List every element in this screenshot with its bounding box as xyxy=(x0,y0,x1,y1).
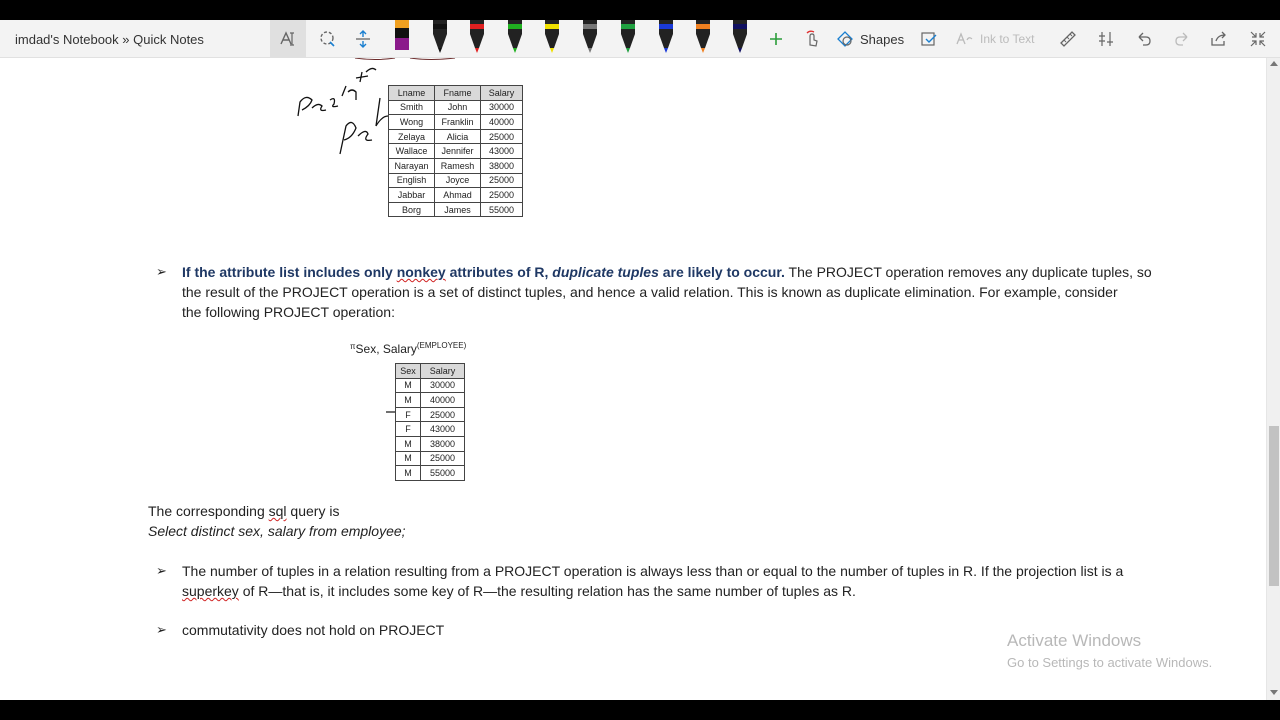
employee-header-cell: Fname xyxy=(435,86,481,101)
sex-salary-cell: M xyxy=(396,436,421,451)
handwritten-ink-annotations xyxy=(0,58,1266,700)
pen-tool-icon[interactable] xyxy=(541,20,563,58)
sex-salary-cell: 25000 xyxy=(421,407,465,422)
bullet1-line3[interactable]: the following PROJECT operation: xyxy=(182,304,395,320)
table-row xyxy=(389,129,523,144)
bullet1-line1[interactable] xyxy=(182,262,1152,282)
employee-cell: Ahmad xyxy=(435,188,481,203)
sex-salary-cell: 38000 xyxy=(421,436,465,451)
employee-cell: Franklin xyxy=(435,115,481,130)
pen-tool-icon[interactable] xyxy=(429,20,451,58)
sql-intro-text: The corresponding xyxy=(148,503,269,519)
table-row xyxy=(389,144,523,159)
sex-salary-cell: M xyxy=(396,466,421,481)
vertical-scrollbar[interactable] xyxy=(1266,58,1280,700)
breadcrumb[interactable]: imdad's Notebook » Quick Notes xyxy=(15,32,204,47)
pen-tool-icon[interactable] xyxy=(579,20,601,58)
table-row xyxy=(389,188,523,203)
activate-windows-title: Activate Windows xyxy=(1007,631,1142,650)
pen-tool-icon[interactable] xyxy=(504,20,526,58)
bullet2-line2-text: of R—that is, it includes some key of R—the resulting relation has the same number of tuples as R. xyxy=(238,583,856,599)
sex-salary-header-cell: Salary xyxy=(421,364,465,379)
sex-salary-cell: 55000 xyxy=(421,466,465,481)
table-row xyxy=(389,115,523,130)
shapes-icon xyxy=(836,30,854,48)
employee-cell: Smith xyxy=(389,100,435,115)
employee-cell: Borg xyxy=(389,202,435,217)
employee-cell: Ramesh xyxy=(435,158,481,173)
employee-cell: 25000 xyxy=(481,129,523,144)
ink-to-text-button[interactable] xyxy=(954,20,1044,58)
bullet1-line2[interactable]: the result of the PROJECT operation is a set of distinct tuples, and hence a valid relation. This is known as duplicate elimination. For example, consider xyxy=(182,284,1118,300)
table-row xyxy=(396,393,465,408)
sql-intro-text-2: query is xyxy=(286,503,340,519)
sex-salary-cell: F xyxy=(396,407,421,422)
sex-salary-cell: M xyxy=(396,378,421,393)
sex-salary-cell: F xyxy=(396,422,421,437)
employee-cell: John xyxy=(435,100,481,115)
sql-query-text[interactable]: Select distinct sex, salary from employee; xyxy=(148,523,406,539)
ruler-icon[interactable] xyxy=(1054,20,1082,58)
employee-cell: Jabbar xyxy=(389,188,435,203)
undo-icon[interactable] xyxy=(1130,20,1158,58)
bullet1-italic-text: duplicate tuples xyxy=(552,264,659,280)
pi-symbol: π xyxy=(350,342,356,351)
lasso-type-select-icon[interactable] xyxy=(270,20,306,58)
bullet2-line1[interactable]: The number of tuples in a relation resulting from a PROJECT operation is always less than or equal to the number of tuples in R. If the projection list is a xyxy=(182,563,1124,579)
touch-draw-icon[interactable] xyxy=(798,20,826,58)
share-icon[interactable] xyxy=(1204,20,1234,58)
sex-salary-cell: 43000 xyxy=(421,422,465,437)
bullet1-nonkey-word: nonkey xyxy=(396,264,446,280)
projection-relation: (EMPLOYEE) xyxy=(416,341,467,350)
employee-header-cell: Lname xyxy=(389,86,435,101)
sql-word: sql xyxy=(268,503,287,519)
bottom-black-band xyxy=(0,700,1280,720)
employee-cell: Zelaya xyxy=(389,129,435,144)
employee-cell: Joyce xyxy=(435,173,481,188)
table-row xyxy=(389,202,523,217)
bullet1-bold-text-3: are likely to occur. xyxy=(658,264,785,280)
sex-salary-cell: 30000 xyxy=(421,378,465,393)
table-row xyxy=(396,436,465,451)
bullet-arrow: ➢ xyxy=(156,622,167,637)
table-row xyxy=(396,378,465,393)
pen-tool-icon[interactable] xyxy=(692,20,714,58)
fullscreen-collapse-icon[interactable] xyxy=(1244,20,1272,58)
table-row xyxy=(389,100,523,115)
table-row xyxy=(389,158,523,173)
ink-to-text-icon xyxy=(954,30,974,48)
ink-to-shape-icon[interactable] xyxy=(916,20,942,58)
activate-windows-subtitle: Go to Settings to activate Windows. xyxy=(1007,655,1213,670)
employee-cell: Wallace xyxy=(389,144,435,159)
sex-salary-cell: M xyxy=(396,451,421,466)
add-space-icon[interactable] xyxy=(346,20,380,58)
bullet-arrow: ➢ xyxy=(156,264,167,279)
scroll-down-icon[interactable] xyxy=(1270,690,1278,695)
employee-cell: Narayan xyxy=(389,158,435,173)
pen-tool-icon[interactable] xyxy=(391,20,413,58)
lasso-select-icon[interactable] xyxy=(310,20,344,58)
employee-cell: James xyxy=(435,202,481,217)
sex-salary-cell: 40000 xyxy=(421,393,465,408)
bullet1-bold-text-2: attributes of R, xyxy=(445,264,553,280)
employee-cell: 40000 xyxy=(481,115,523,130)
note-page-canvas[interactable] xyxy=(0,58,1266,700)
pen-tool-icon[interactable] xyxy=(729,20,751,58)
employee-cell: 38000 xyxy=(481,158,523,173)
sex-salary-header-cell: Sex xyxy=(396,364,421,379)
employee-cell: Alicia xyxy=(435,129,481,144)
table-row xyxy=(396,451,465,466)
scroll-up-icon[interactable] xyxy=(1270,61,1278,66)
sex-salary-cell: 25000 xyxy=(421,451,465,466)
replay-adjust-icon[interactable] xyxy=(1092,20,1120,58)
top-black-band xyxy=(0,0,1280,20)
employee-cell: Jennifer xyxy=(435,144,481,159)
sex-salary-cell: M xyxy=(396,393,421,408)
scroll-thumb[interactable] xyxy=(1269,426,1279,586)
ink-to-text-label: Ink to Text xyxy=(980,32,1035,46)
pen-tool-icon[interactable] xyxy=(617,20,639,58)
table-row xyxy=(396,466,465,481)
employee-cell: 25000 xyxy=(481,173,523,188)
redo-icon[interactable] xyxy=(1168,20,1196,58)
bullet-arrow: ➢ xyxy=(156,563,167,578)
onenote-toolbar xyxy=(0,20,1280,58)
bullet1-bold-text: If the attribute list includes only xyxy=(182,264,397,280)
add-pen-icon[interactable] xyxy=(764,20,788,58)
sex-salary-result-table xyxy=(395,363,465,481)
table-row xyxy=(389,173,523,188)
employee-cell: 55000 xyxy=(481,202,523,217)
employee-cell: Wong xyxy=(389,115,435,130)
sql-intro-line[interactable] xyxy=(148,501,339,521)
superkey-word: superkey xyxy=(182,583,239,599)
bullet2-line2[interactable] xyxy=(182,581,856,601)
pen-tool-icon[interactable] xyxy=(655,20,677,58)
shapes-button[interactable] xyxy=(836,20,906,58)
table-row xyxy=(396,407,465,422)
employee-header-cell: Salary xyxy=(481,86,523,101)
employee-cell: 30000 xyxy=(481,100,523,115)
projection-attributes: Sex, Salary xyxy=(355,342,417,356)
bullet3-text[interactable]: commutativity does not hold on PROJECT xyxy=(182,622,445,638)
employee-cell: English xyxy=(389,173,435,188)
shapes-label: Shapes xyxy=(860,31,905,47)
employee-result-table xyxy=(388,85,523,217)
employee-cell: 25000 xyxy=(481,188,523,203)
bullet1-plain-text: The PROJECT operation removes any duplicate tuples, so xyxy=(784,264,1152,280)
projection-expression[interactable] xyxy=(350,341,466,356)
employee-cell: 43000 xyxy=(481,144,523,159)
pen-tool-icon[interactable] xyxy=(466,20,488,58)
table-row xyxy=(396,422,465,437)
